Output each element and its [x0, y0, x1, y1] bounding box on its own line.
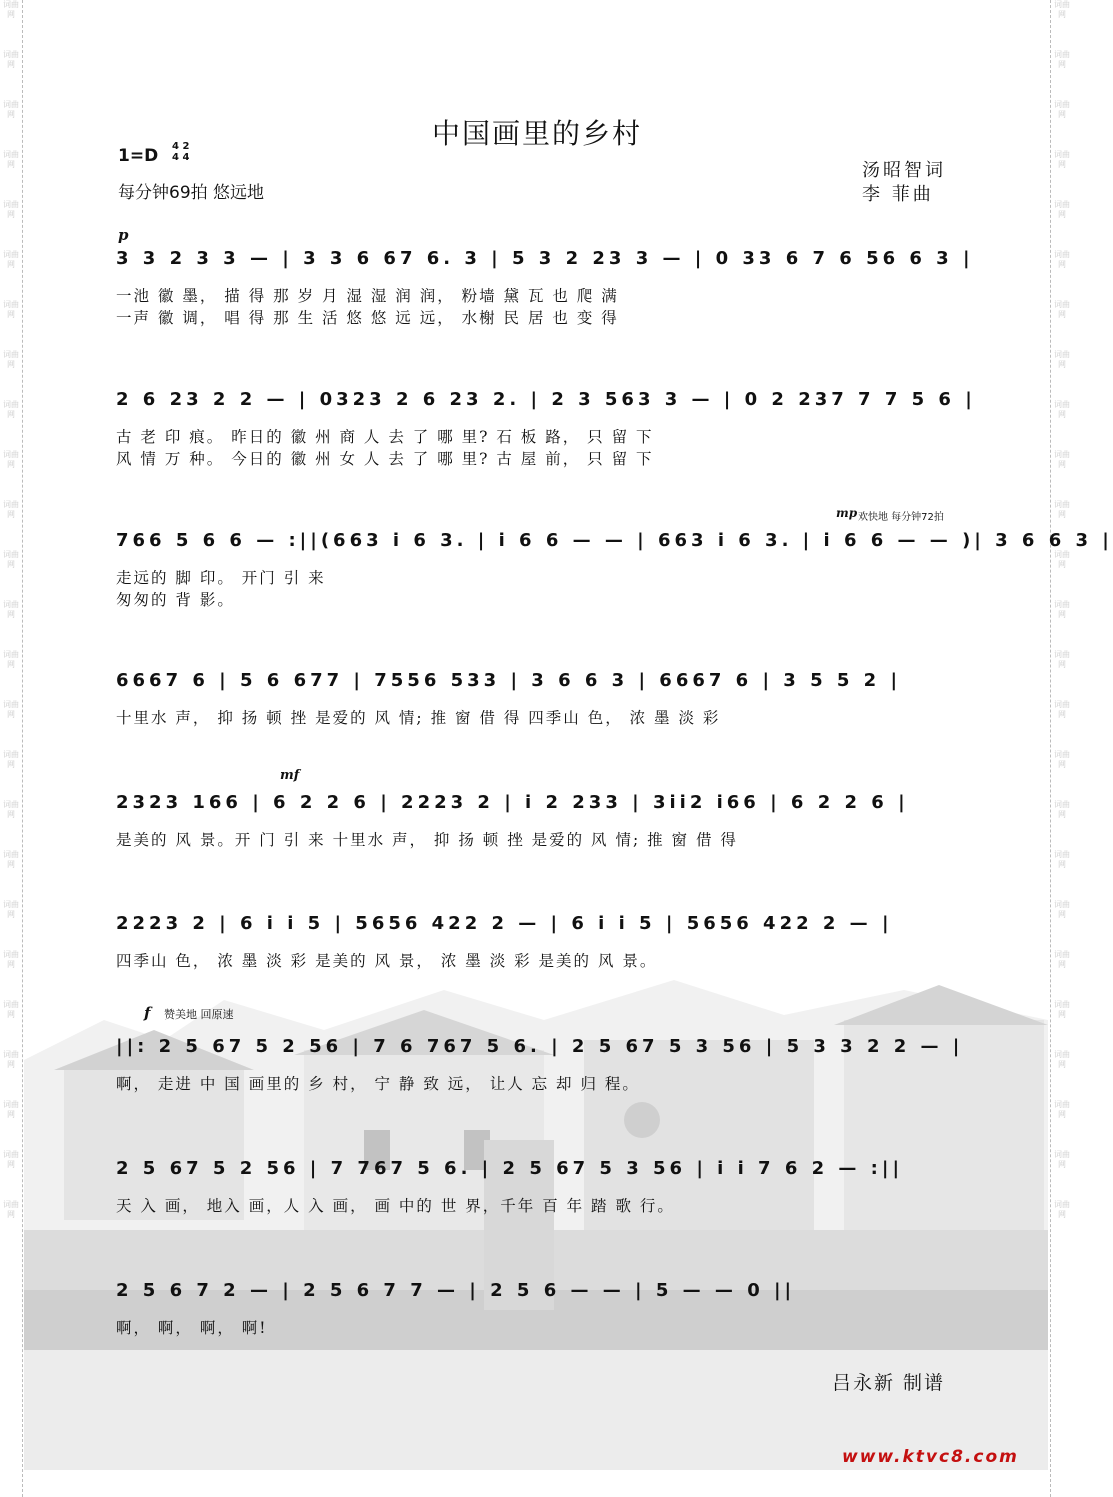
tempo-change: 欢快地 每分钟72拍	[858, 512, 944, 523]
watermark-text: 词曲网	[1054, 1050, 1070, 1069]
watermark-text: 词曲网	[3, 150, 19, 169]
watermark-text: 词曲网	[3, 700, 19, 719]
watermark-text: 词曲网	[1054, 50, 1070, 69]
notation-line: 2 6 23 2 2 — | 0323 2 6 23 2. | 2 3 563 3 — | 0 2 237 7 7 5 6 |	[116, 389, 976, 410]
watermark-text: 词曲网	[1054, 300, 1070, 319]
lyric-line: 十里水 声， 抑 扬 顿 挫 是爱的 风 情; 推 窗 借 得 四季山 色， 浓 墨 淡 彩	[116, 709, 721, 727]
composer-credit: 李 菲曲	[862, 184, 934, 205]
lyric-verse-2: 风 情 万 种。 今日的 徽 州 女 人 去 了 哪 里? 古 屋 前， 只 留 下	[116, 450, 654, 468]
watermark-text: 词曲网	[3, 1050, 19, 1069]
lyric-line: 天 入 画， 地入 画，人 入 画， 画 中的 世 界，千年 百 年 踏 歌 行。	[116, 1197, 675, 1215]
watermark-text: 词曲网	[1054, 700, 1070, 719]
notation-line: 766 5 6 6 — :||(663 i 6 3. | i 6 6 — — | 663 i 6 3. | i 6 6 — — )| 3 6 6 3 |	[116, 530, 1113, 551]
watermark-text: 词曲网	[3, 750, 19, 769]
watermark-text: 词曲网	[1054, 1150, 1070, 1169]
dynamic-marking: mf	[280, 768, 300, 783]
watermark-text: 词曲网	[3, 650, 19, 669]
site-logo[interactable]: www.ktvc8.com	[842, 1447, 1019, 1467]
notation-line: 6667 6 | 5 6 677 | 7556 533 | 3 6 6 3 | 6667 6 | 3 5 5 2 |	[116, 670, 902, 691]
watermark-text: 词曲网	[3, 450, 19, 469]
watermark-text: 词曲网	[1054, 150, 1070, 169]
lyric-line: 啊， 啊， 啊， 啊!	[116, 1319, 268, 1337]
watermark-text: 词曲网	[1054, 100, 1070, 119]
watermark-text: 词曲网	[1054, 1200, 1070, 1219]
key-signature: 1=D	[118, 146, 159, 166]
dynamic-marking: mp	[836, 506, 858, 520]
watermark-text: 词曲网	[1054, 250, 1070, 269]
watermark-text: 词曲网	[3, 1000, 19, 1019]
lyric-verse-2: 一声 徽 调， 唱 得 那 生 活 悠 悠 远 远， 水榭 民 居 也 变 得	[116, 309, 619, 327]
watermark-text: 词曲网	[1054, 400, 1070, 419]
watermark-text: 词曲网	[1054, 950, 1070, 969]
left-dashed-border	[22, 0, 23, 1497]
lyric-line: 四季山 色， 浓 墨 淡 彩 是美的 风 景， 浓 墨 淡 彩 是美的 风 景。	[116, 952, 658, 970]
lyric-line: 啊， 走进 中 国 画里的 乡 村， 宁 静 致 远， 让人 忘 却 归 程。	[116, 1075, 640, 1093]
watermark-text: 词曲网	[3, 0, 19, 19]
watermark-text: 词曲网	[3, 350, 19, 369]
expression-marking: 赞美地 回原速	[164, 1008, 234, 1021]
lyric-verse-2: 匆匆的 背 影。	[116, 591, 235, 609]
watermark-text: 词曲网	[1054, 1000, 1070, 1019]
watermark-text: 词曲网	[3, 500, 19, 519]
watermark-text: 词曲网	[1054, 750, 1070, 769]
watermark-text: 词曲网	[1054, 0, 1070, 19]
watermark-text: 词曲网	[1054, 600, 1070, 619]
watermark-text: 词曲网	[1054, 350, 1070, 369]
watermark-text: 词曲网	[3, 1200, 19, 1219]
watermark-text: 词曲网	[1054, 900, 1070, 919]
lyric-verse-1: 古 老 印 痕。 昨日的 徽 州 商 人 去 了 哪 里? 石 板 路， 只 留 下	[116, 428, 654, 446]
watermark-text: 词曲网	[1054, 850, 1070, 869]
watermark-text: 词曲网	[1054, 1100, 1070, 1119]
lyric-verse-1: 走远的 脚 印。 开门 引 来	[116, 569, 326, 587]
lyricist-credit: 汤昭智词	[862, 160, 946, 181]
right-dashed-border	[1050, 0, 1051, 1497]
notation-line: 3 3 2 3 3 — | 3 3 6 67 6. 3 | 5 3 2 23 3 — | 0 33 6 7 6 56 6 3 |	[116, 248, 974, 269]
right-watermark-column	[1054, 0, 1070, 1497]
left-watermark-column	[3, 0, 19, 1497]
watermark-text: 词曲网	[1054, 200, 1070, 219]
watermark-text: 词曲网	[3, 200, 19, 219]
watermark-text: 词曲网	[3, 800, 19, 819]
watermark-text: 词曲网	[3, 50, 19, 69]
notation-line: 2223 2 | 6 i i 5 | 5656 422 2 — | 6 i i 5 | 5656 422 2 — |	[116, 913, 893, 934]
watermark-text: 词曲网	[3, 1150, 19, 1169]
watermark-text: 词曲网	[3, 300, 19, 319]
watermark-text: 词曲网	[1054, 450, 1070, 469]
watermark-text: 词曲网	[1054, 800, 1070, 819]
watermark-text: 词曲网	[3, 250, 19, 269]
notation-line: 2323 166 | 6 2 2 6 | 2223 2 | i 2 233 | 3ii2 i66 | 6 2 2 6 |	[116, 792, 909, 813]
lyric-verse-1: 一池 徽 墨， 描 得 那 岁 月 湿 湿 润 润， 粉墙 黛 瓦 也 爬 满	[116, 287, 619, 305]
dynamic-marking: f	[144, 1004, 151, 1022]
lyric-line: 是美的 风 景。开 门 引 来 十里水 声， 抑 扬 顿 挫 是爱的 风 情; 推 窗 借 得	[116, 831, 738, 849]
watermark-text: 词曲网	[3, 1100, 19, 1119]
watermark-text: 词曲网	[1054, 500, 1070, 519]
notation-line: ||: 2 5 67 5 2 56 | 7 6 767 5 6. | 2 5 67 5 3 56 | 5 3 3 2 2 — |	[116, 1036, 964, 1057]
dynamic-marking: p	[118, 226, 129, 244]
watermark-text: 词曲网	[3, 100, 19, 119]
watermark-text: 词曲网	[3, 850, 19, 869]
notation-line: 2 5 6 7 2 — | 2 5 6 7 7 — | 2 5 6 — — | 5 — — 0 ||	[116, 1280, 796, 1301]
time-signature: 4 2 4 4	[172, 141, 190, 163]
watermark-text: 词曲网	[3, 900, 19, 919]
watermark-text: 词曲网	[3, 950, 19, 969]
arranger-credit: 吕永新 制谱	[832, 1372, 946, 1394]
watermark-text: 词曲网	[1054, 650, 1070, 669]
watermark-text: 词曲网	[3, 550, 19, 569]
song-title: 中国画里的乡村	[431, 117, 642, 150]
notation-line: 2 5 67 5 2 56 | 7 767 5 6. | 2 5 67 5 3 56 | i i 7 6 2 — :||	[116, 1158, 904, 1179]
watermark-text: 词曲网	[1054, 550, 1070, 569]
watermark-text: 词曲网	[3, 400, 19, 419]
tempo-marking: 每分钟69拍 悠远地	[118, 183, 265, 203]
watermark-text: 词曲网	[3, 600, 19, 619]
